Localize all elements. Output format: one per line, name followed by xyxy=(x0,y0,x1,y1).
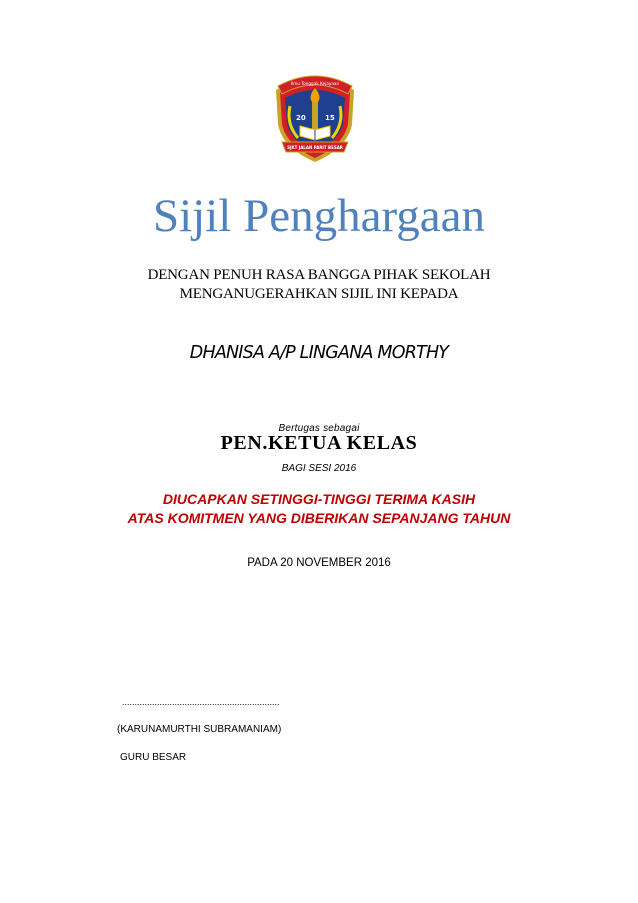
role-label: Bertugas sebagai xyxy=(278,423,360,434)
thanks-text xyxy=(0,490,638,528)
signature-line: ............................................................... xyxy=(122,697,280,707)
logo-bottom-ribbon-text: SJKT JALAN PARIT BESAR xyxy=(287,145,343,150)
intro-text xyxy=(0,266,638,304)
intro-line-1: DENGAN PENUH RASA BANGGA PIHAK SEKOLAH xyxy=(147,267,491,283)
logo-top-ribbon-text: Ilmu Tonggak Kejayaan xyxy=(290,81,340,86)
logo-year-right: 15 xyxy=(325,114,335,122)
thanks-line-2: ATAS KOMITMEN YANG DIBERIKAN SEPANJANG TAHUN xyxy=(127,510,511,526)
intro-line-2: MENGANUGERAHKAN SIJIL INI KEPADA xyxy=(179,286,459,302)
signatory-title: GURU BESAR xyxy=(120,752,187,763)
role-title: PEN.KETUA KELAS xyxy=(220,432,418,454)
thanks-line-1: DIUCAPKAN SETINGGI-TINGGI TERIMA KASIH xyxy=(162,491,476,507)
date-text: PADA 20 NOVEMBER 2016 xyxy=(247,557,391,569)
recipient-name: DHANISA A/P LINGANA MORTHY xyxy=(189,343,449,363)
session-text: BAGI SESI 2016 xyxy=(281,463,357,474)
school-crest-logo xyxy=(268,72,362,164)
logo-year-left: 20 xyxy=(296,114,306,122)
certificate-title: Sijil Penghargaan xyxy=(152,190,485,242)
signatory-name: (KARUNAMURTHI SUBRAMANIAM) xyxy=(117,724,282,735)
